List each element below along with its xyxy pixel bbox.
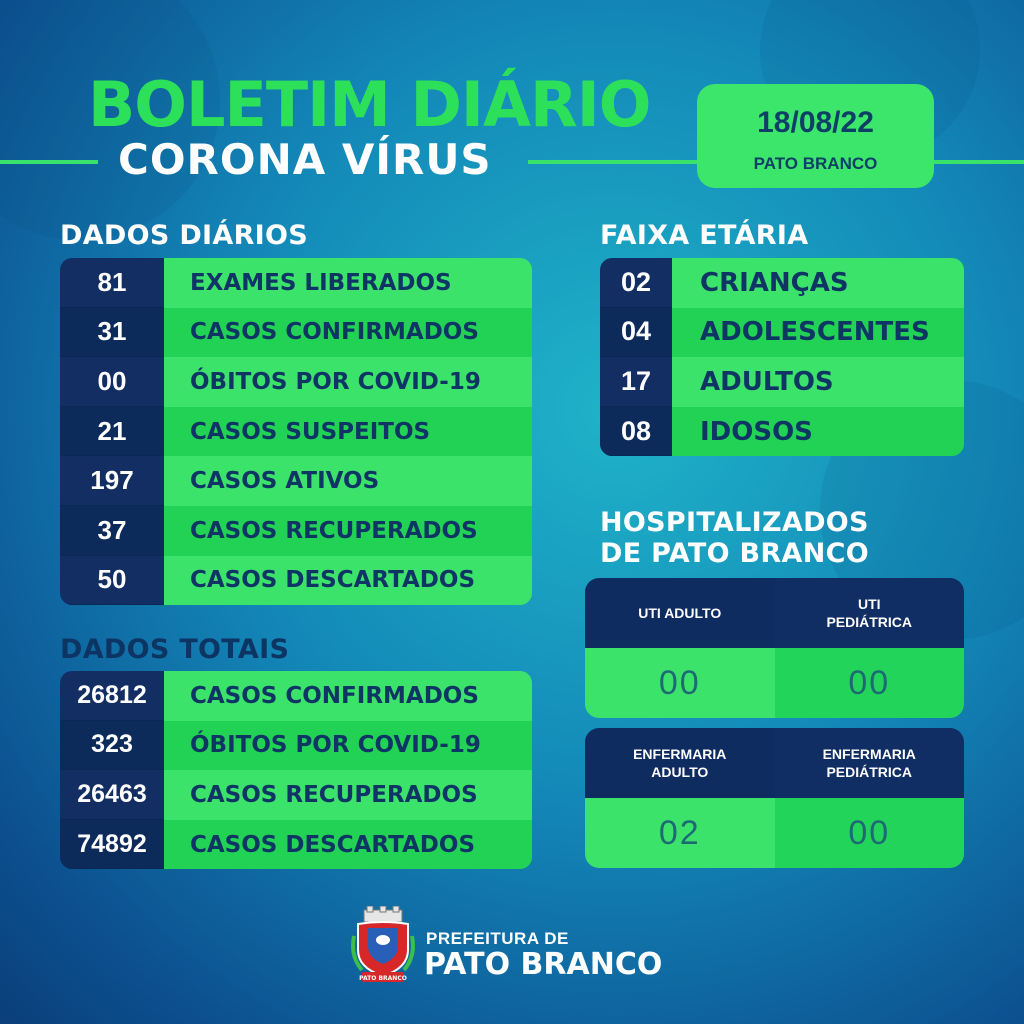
row-label: CASOS CONFIRMADOS [164, 671, 532, 721]
row-label: CRIANÇAS [672, 258, 964, 308]
row-value: 81 [60, 258, 164, 308]
ward-adult-label: ENFERMARIA ADULTO [585, 728, 775, 798]
title-divider-right [934, 160, 1024, 164]
table-row [600, 407, 964, 457]
row-value: 323 [60, 721, 164, 771]
total-data-title: DADOS TOTAIS [60, 634, 290, 665]
table-row [60, 556, 532, 606]
total-data-table [60, 671, 532, 869]
row-label: ADULTOS [672, 357, 964, 407]
table-row [60, 770, 532, 820]
row-label: CASOS DESCARTADOS [164, 556, 532, 606]
row-label: CASOS SUSPEITOS [164, 407, 532, 457]
row-label: CASOS RECUPERADOS [164, 770, 532, 820]
title-divider-left [0, 160, 98, 164]
row-value: 74892 [60, 820, 164, 870]
ward-panel [585, 728, 964, 868]
city-coat-of-arms-icon [350, 906, 416, 986]
row-value: 17 [600, 357, 672, 407]
ward-adult-value: 02 [585, 798, 775, 868]
ward-pediatric-label: ENFERMARIA PEDIÁTRICA [775, 728, 965, 798]
footer-line1: PREFEITURA DE [426, 929, 569, 948]
ward-pediatric-value: 00 [775, 798, 965, 868]
daily-data-table [60, 258, 532, 605]
row-label: EXAMES LIBERADOS [164, 258, 532, 308]
page-title: BOLETIM DIÁRIO [88, 68, 651, 141]
table-row [60, 357, 532, 407]
date-badge [697, 84, 934, 188]
table-row [60, 820, 532, 870]
row-value: 31 [60, 308, 164, 358]
table-row [600, 308, 964, 358]
row-value: 26463 [60, 770, 164, 820]
row-value: 08 [600, 407, 672, 457]
table-row [60, 671, 532, 721]
row-label: ÓBITOS POR COVID-19 [164, 357, 532, 407]
table-row [60, 506, 532, 556]
row-value: 37 [60, 506, 164, 556]
age-range-table [600, 258, 964, 456]
row-value: 50 [60, 556, 164, 606]
table-row [60, 407, 532, 457]
icu-adult-label: UTI ADULTO [585, 578, 775, 648]
age-range-title: FAIXA ETÁRIA [600, 220, 809, 251]
page-subtitle: CORONA VÍRUS [118, 135, 492, 184]
row-label: CASOS DESCARTADOS [164, 820, 532, 870]
icu-pediatric-label: UTI PEDIÁTRICA [775, 578, 965, 648]
title-divider-middle [528, 160, 698, 164]
row-value: 197 [60, 456, 164, 506]
table-row [60, 721, 532, 771]
hospitalized-title-line1: HOSPITALIZADOS [600, 507, 869, 538]
row-label: IDOSOS [672, 407, 964, 457]
row-value: 26812 [60, 671, 164, 721]
row-label: CASOS CONFIRMADOS [164, 308, 532, 358]
emblem-text: PATO BRANCO [359, 975, 407, 982]
bulletin-city: PATO BRANCO [753, 154, 878, 173]
table-row [60, 258, 532, 308]
hospitalized-title-line2: DE PATO BRANCO [600, 538, 869, 569]
row-value: 21 [60, 407, 164, 457]
icu-adult-value: 00 [585, 648, 775, 718]
table-row [600, 258, 964, 308]
table-row [60, 308, 532, 358]
table-row [60, 456, 532, 506]
row-label: ADOLESCENTES [672, 308, 964, 358]
bulletin-date: 18/08/22 [757, 106, 874, 139]
row-value: 00 [60, 357, 164, 407]
row-label: CASOS RECUPERADOS [164, 506, 532, 556]
table-row [600, 357, 964, 407]
row-value: 02 [600, 258, 672, 308]
row-label: CASOS ATIVOS [164, 456, 532, 506]
row-label: ÓBITOS POR COVID-19 [164, 721, 532, 771]
row-value: 04 [600, 308, 672, 358]
icu-pediatric-value: 00 [775, 648, 965, 718]
icu-panel [585, 578, 964, 718]
daily-data-title: DADOS DIÁRIOS [60, 220, 309, 251]
footer-line2: PATO BRANCO [424, 947, 663, 982]
